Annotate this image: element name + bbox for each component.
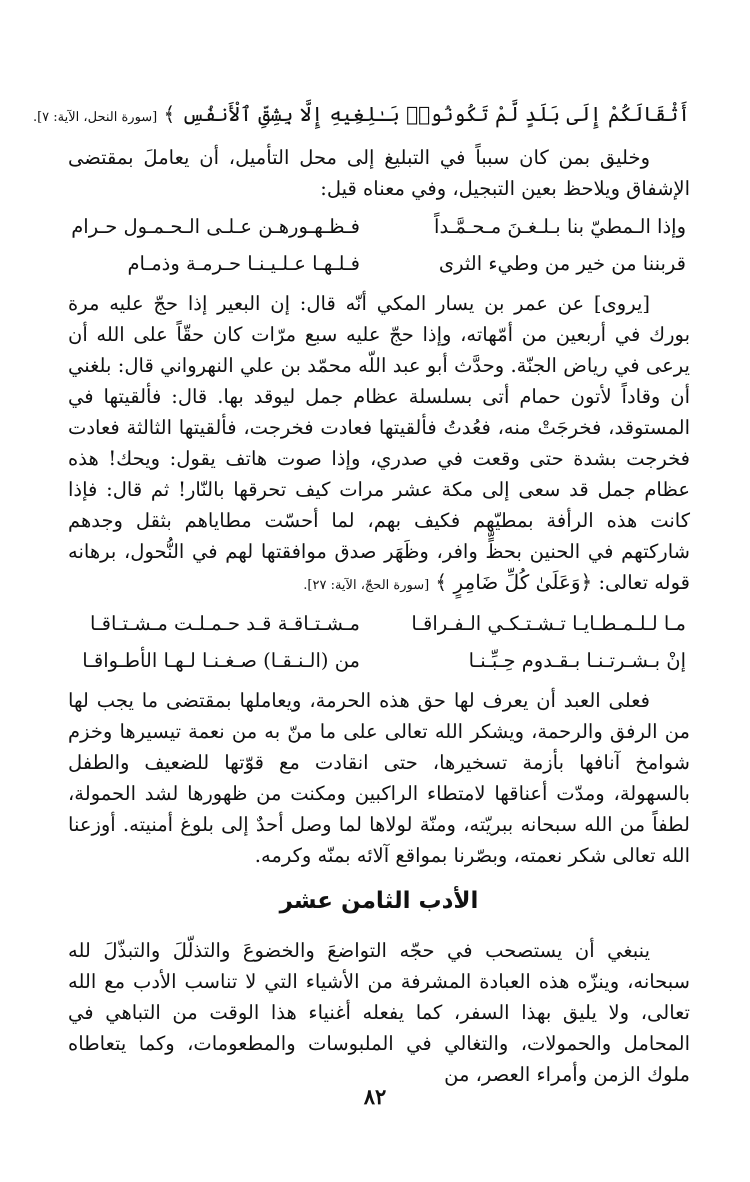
verse-reference: [سورة النحل، الآية: ٧]. (32, 110, 158, 125)
page-number: ٨٢ (363, 1084, 387, 1109)
poem-1 (68, 208, 690, 282)
poem-hemistich-second: من (الـنـقـا) صـغـنـا لـهـا الأطـواقـا (82, 649, 360, 672)
section-heading: الأدب الثامن عشر (279, 888, 479, 914)
opening-verse (32, 92, 690, 140)
poem-hemistich-second: فـلـهـا عـلـيـنـا حـرمـة وذمـام (127, 252, 360, 275)
quran-text: أَثْقَالَكُمْ إِلَى بَلَدٍ لَّمْ تَكُونُوا۟ بَـٰلِغِيهِ إِلَّا بِشِقِّ ٱلْأَنفُسِ ﴾ (163, 102, 690, 126)
poem-hemistich-first: قربننا من خير من وطيء الثرى (438, 252, 686, 275)
paragraph-gratitude: فعلى العبد أن يعرف لها حق هذه الحرمة، ويعاملها بمقتضى ما يجب لها من الرفق والرحمة، ويشكر الله تعالى على ما منّ به من نعمة تيسيرها وخزم شوامخ آنافها بأزمة تسخيرها، حتى انقادت مع قوّتها للضعيف والطفل بالسهولة، ومدّت أعناقها لامتطاء الراكبين ومكنت من ظهورها لشد الحمولة، لطفاً من الله سبحانه ببريّته، ومنّة لولاها لما وصل أحدٌ إلى بلوغ أمنيته. أوزعنا الله تعالى شكر نعمته، وبصّرنا بمواقع آلائه بمنّه وكرمه. (68, 689, 690, 867)
paragraph-humility: ينبغي أن يستصحب في حجّه التواضعَ والخضوعَ والتذلّلَ والتبذّلَ لله سبحانه، وينزّه هذه العبادة المشرفة من الأشياء التي لا تناسب الأدب مع الله تعالى، ولا يليق بهذا السفر، كما يفعله أغنياء هذا الوقت من التباهي في المحامل والحمولات، والتغالي في الملبوسات والمطعومات، وكما يتعاطاه ملوك الزمن وأمراء العصر، من (68, 939, 690, 1086)
quran-text: ﴿وَعَلَىٰ كُلِّ ضَامِرٍ ﴾ (435, 570, 593, 594)
narration-text: [يروى] عن عمر بن يسار المكي أنّه قال: إن البعير إذا حجّ عليه مرة بورك في أربعين من أمّهاته، وإذا حجّ عليه سبع مرّات كان حقّاً على الله أن يرعى في رياض الجنّة. وحدَّث أبو عبد اللّه محمّد بن علي النهرواني قال: بلغني أن وقاداً لأتون حمام أتى بسلسلة عظام جمل ليوقد بها. قال: فألقيتها في المستوقد، فخرجَتْ منه، فعُدتُ فألقيتها فعادت فخرجت، فألقيتها الثالثة فعادت فخرجت بشدة حتى وقعت في صدري، وإذا صوت هاتف يقول: ويحك! هذه عظام جمل قد سعى إلى مكة عشر مرات كيف تحرقها بالنّار! ثم قال: فإذا كانت هذه الرأفة بمطيّهم فكيف بهم، لما أحسّت مطاياهم بثقل وجدهم شاركتهم في الحنين بحظٍّ وافر، وظَهَر صدق موافقتها لهم في النُّحول، برهانه قوله تعالى: (68, 292, 690, 594)
verse-reference: [سورة الحجّ، الآية: ٢٧]. (303, 578, 430, 593)
paragraph-narration (68, 288, 690, 601)
poem-2 (68, 605, 690, 679)
poem-hemistich-second: فـظـهـورهـن عـلـى الـحـمـول حـرام (71, 215, 360, 238)
poem-line (68, 208, 690, 245)
poem-hemistich-first: مـا لـلـمـطـايـا تـشـتـكـي الـفـراقـا (411, 612, 686, 635)
poem-hemistich-first: وإذا الـمطيّ بنا بـلـغـنَ مـحـمَّـداً (434, 215, 686, 238)
paragraph-intro: وخليق بمن كان سبباً في التبليغ إلى محل التأميل، أن يعاملَ بمقتضى الإشفاق ويلاحظ بعين التبجيل، وفي معناه قيل: (68, 146, 690, 200)
poem-hemistich-second: مـشـتـاقـة قـد حـمـلـت مـشـتـاقـا (89, 612, 360, 635)
poem-line (68, 245, 690, 282)
poem-line (68, 605, 690, 642)
poem-line (68, 642, 690, 679)
poem-hemistich-first: إنْ بـشـرتـنـا بـقـدوم حِـبِّـنـا (468, 649, 686, 672)
